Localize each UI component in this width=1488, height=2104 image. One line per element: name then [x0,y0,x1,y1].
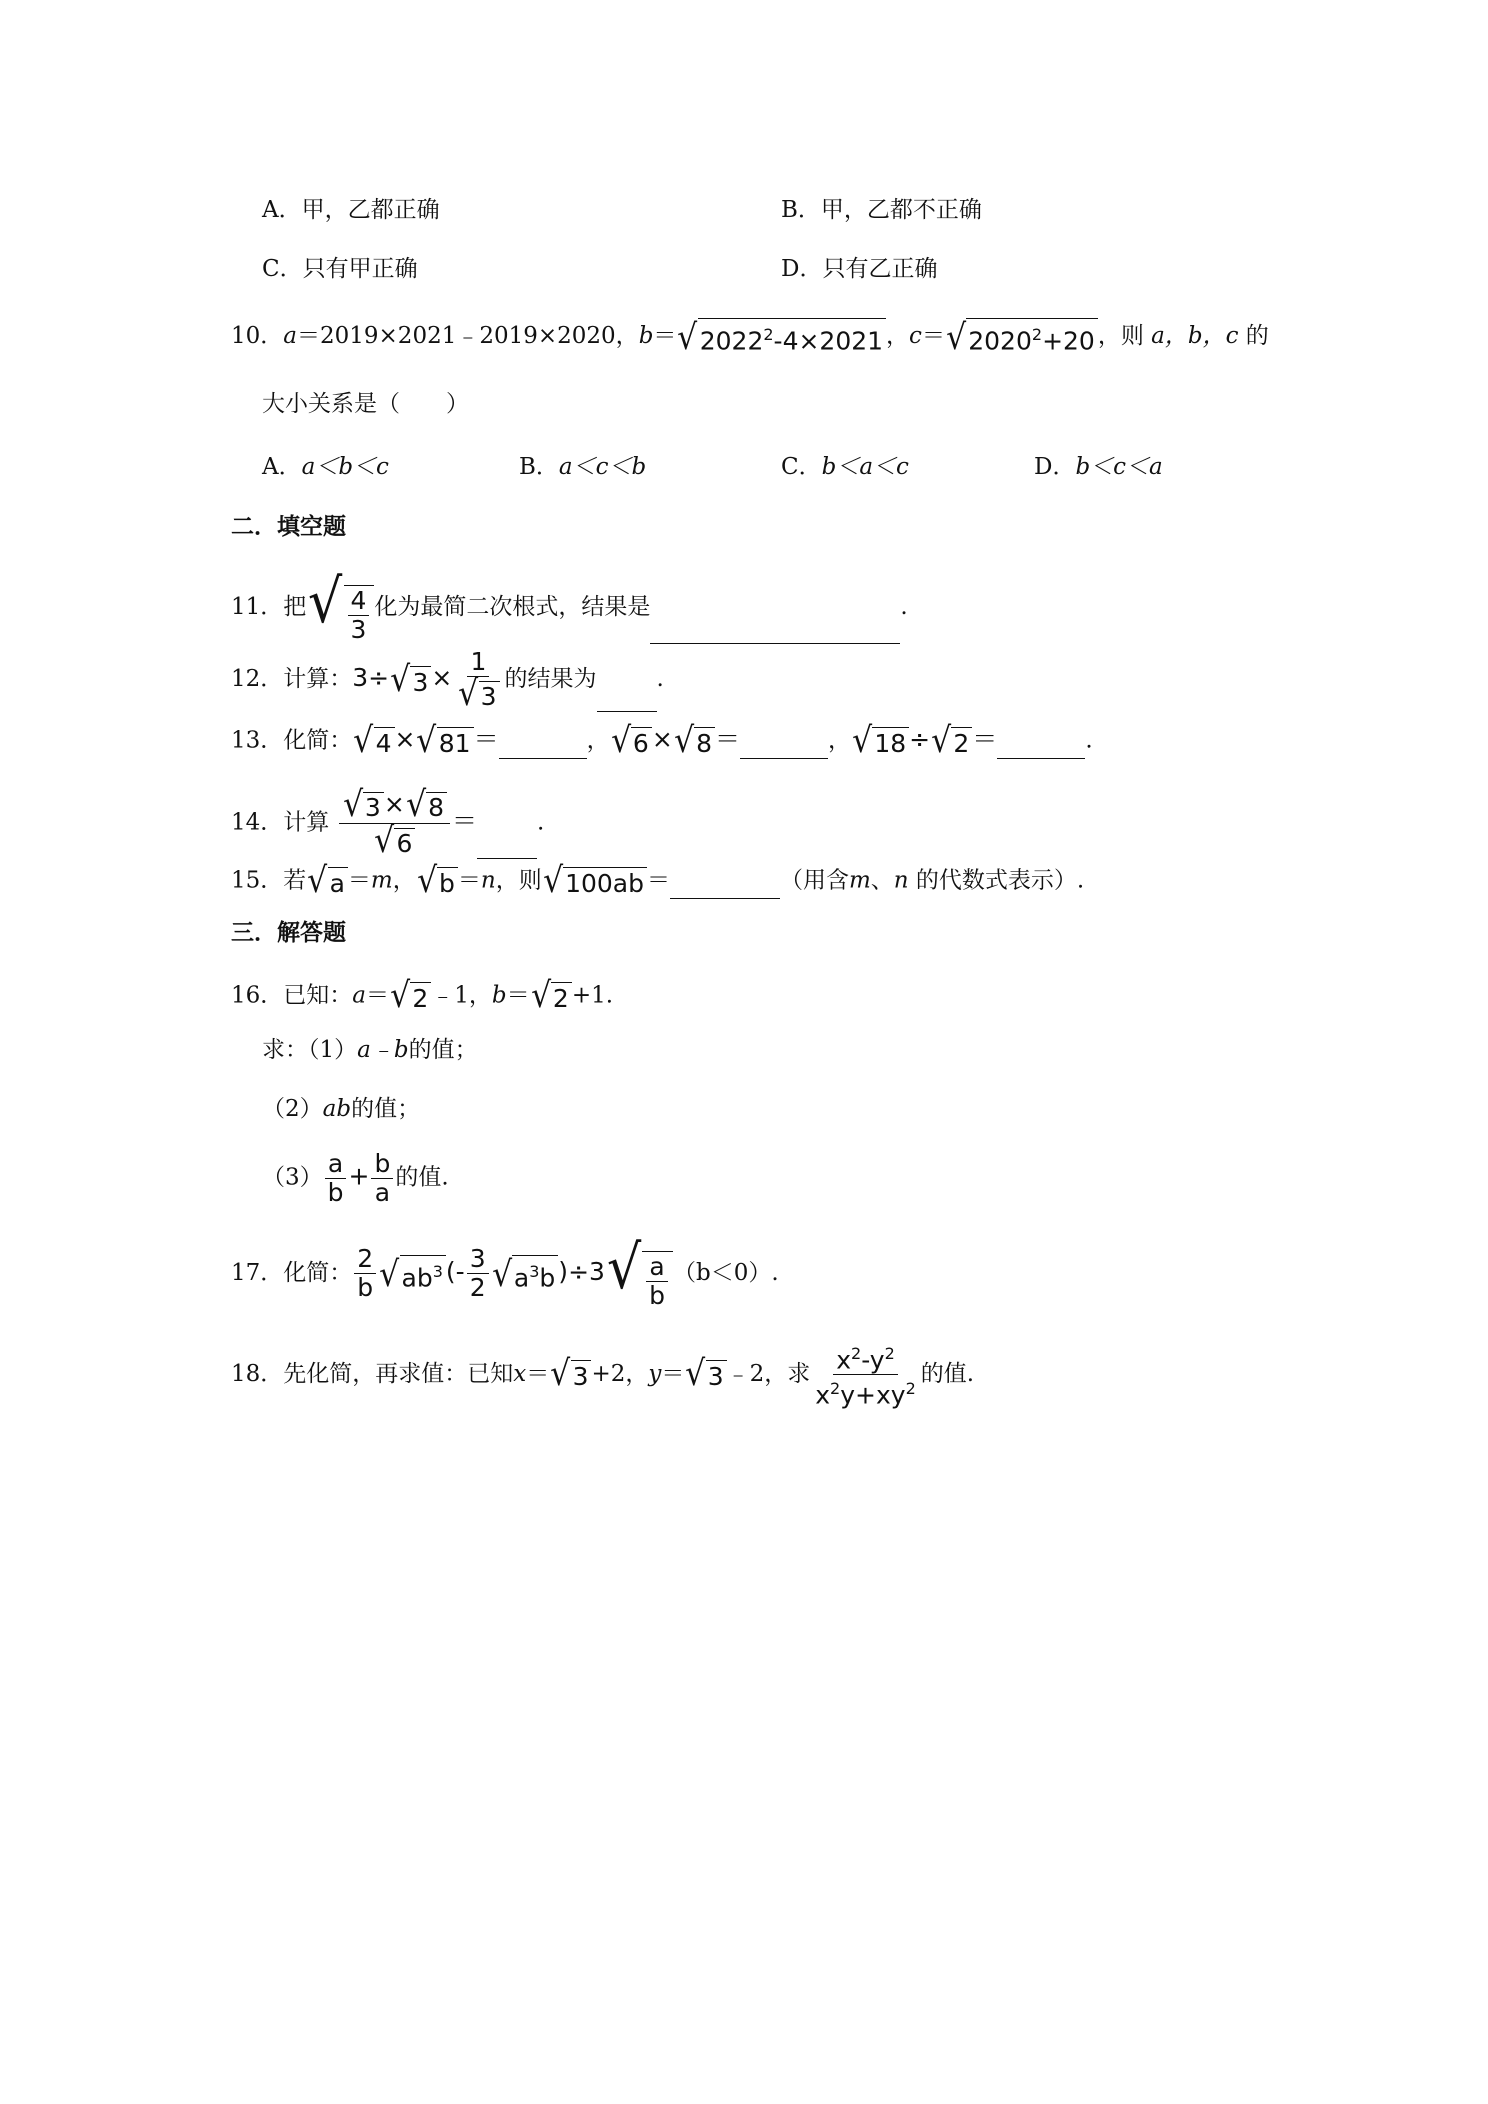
period: . [537,809,545,836]
var-b: b [491,982,507,1009]
radicand: 2 [951,727,972,759]
period: . [900,593,908,620]
section-answer-heading: 三．解答题 [231,919,346,946]
q12-number: 12．计算： [231,666,353,692]
q10-tail2: 的 [1245,323,1269,350]
radicand: 6 [631,727,652,759]
exponent: 2 [905,1379,916,1399]
term: x [836,1345,852,1375]
radicand: a [328,867,348,899]
radicand-rest: +20 [1042,326,1095,356]
part-expr: ab [322,1096,352,1122]
q18-number: 18．先化简，再求值：已知 [231,1360,514,1387]
equals: ＝ [921,323,945,350]
sqrt-100ab: √100ab [542,864,647,899]
q10-tail: ，则 [1097,323,1144,350]
left-paren: ( [445,1256,456,1286]
equals: ＝ [347,867,371,894]
note-mid: 、 [870,867,894,894]
numerator: a [646,1253,667,1282]
divide: ÷ [568,1256,590,1286]
plus-one: +1. [571,982,614,1009]
sqrt-2: √2 [389,979,431,1014]
sqrt-4: √4 [352,724,394,759]
denominator: b [327,1178,344,1207]
q9-option-d: D．只有乙正确 [781,256,938,282]
option-label: C． [781,454,822,480]
right-paren: ) [558,1256,569,1286]
sqrt-c: $√2020^2+20$ [945,318,1098,356]
minus-one: ﹣1， [431,982,492,1009]
part-label: （3） [262,1164,323,1191]
q10-line2: 大小关系是（ ） [262,391,469,417]
sqrt-ab3: $√ab^3$ [378,1255,446,1293]
radicand: 3 [363,792,384,822]
part-expr: a﹣b [357,1037,409,1063]
radicand: a [513,1262,530,1292]
var-c: c [909,323,922,350]
sqrt-b: $√2022^2-4\times 2021$ [676,318,886,356]
option-label: A． [262,454,302,480]
option-label: B． [519,454,559,480]
question-14 [231,785,545,861]
minus: - [455,1256,465,1286]
sqrt-b: √b [416,864,458,899]
var-x: x [513,1360,527,1387]
option-text: b＜a＜c [821,454,909,480]
var-a: a [283,323,297,350]
equals: ＝ [451,806,477,836]
question-12 [231,648,664,712]
fraction-2-b [354,1245,376,1302]
plus-two: +2， [591,1360,649,1387]
comma: ， [586,727,610,754]
option-text: b＜c＜a [1075,454,1163,480]
question-18 [231,1340,974,1410]
radicand: 2022 [699,326,764,356]
q13-number: 13．化简： [231,727,353,754]
part-text: 的值； [408,1037,478,1063]
fraction: $\frac{√3 \times√8}{√6}$ [339,788,450,859]
equals: ＝ [661,1360,685,1387]
answer-blank-1[interactable] [499,736,587,759]
question-11 [231,567,908,644]
radicand: 3 [706,1360,727,1392]
expr: 3÷ [352,663,390,692]
exponent: 2 [830,1379,841,1399]
question-10 [231,318,1269,359]
q17-number: 17．化简： [231,1259,353,1286]
term: y+xy [840,1380,906,1410]
answer-blank[interactable] [597,689,657,712]
exponent: 2 [851,1344,862,1363]
numerator: b [371,1150,393,1179]
q9-option-b: B．甲，乙都不正确 [781,197,982,223]
fraction-b-a [371,1150,393,1207]
var-m: m [370,867,393,894]
radicand: 81 [437,727,474,759]
numerator: 2 [354,1245,376,1274]
var-n: n [480,867,496,894]
comma: ， [886,323,910,350]
answer-blank-2[interactable] [740,736,828,759]
fraction-a-b [325,1150,347,1207]
q16-part3 [262,1150,449,1207]
exponent: 2 [884,1344,895,1363]
sqrt-a: √a [306,864,348,899]
comma: ， [828,727,851,754]
times: × [394,724,416,754]
equals: ＝ [457,867,481,894]
equals: ＝ [526,1360,550,1387]
exponent: 3 [529,1261,540,1281]
then: ，则 [495,867,542,894]
minus-two: ﹣2，求 [726,1360,811,1387]
option-label: D． [1034,454,1076,480]
question-16 [231,976,614,1016]
equals: ＝ [714,724,740,754]
equals: ＝ [653,323,677,350]
numerator: 3 [467,1245,489,1274]
plus: + [348,1161,370,1191]
q9-option-a: A．甲，乙都正确 [262,197,440,223]
question-15 [231,861,1085,901]
numerator: a [325,1150,346,1179]
q14-number: 14．计算 [231,809,330,836]
divide: ÷ [909,724,931,754]
exponent: 2 [763,325,774,344]
radicand: 2020 [968,326,1032,356]
q10-vars: a，b，c [1151,323,1239,350]
q10-option-a [262,452,389,482]
sqrt-a3b: $√a^3b$ [491,1255,559,1293]
sqrt-81: √81 [415,724,473,759]
term: -y [861,1345,885,1375]
numerator: 4 [348,587,370,616]
fraction-3-2 [467,1245,489,1302]
q11-text: 化为最简二次根式，结果是 [374,593,651,620]
option-text: a＜b＜c [301,454,389,480]
part-text: 的值. [395,1164,449,1191]
radicand: 2 [410,982,431,1014]
denominator: 2 [469,1273,486,1303]
equals: ＝ [473,724,499,754]
denominator-radicand: 3 [479,681,500,711]
denominator: b [649,1280,666,1310]
sqrt-18: √18 [851,724,909,759]
var-m: m [848,867,871,894]
answer-blank[interactable] [650,621,900,644]
radicand: 2 [551,982,572,1014]
radicand: 100ab [563,867,647,899]
q16-number: 16．已知： [231,982,353,1009]
radicand: 18 [872,727,909,759]
question-13 [231,721,1093,761]
answer-blank[interactable] [670,876,780,899]
coefficient: 3 [589,1256,605,1286]
radicand: 6 [394,828,415,858]
equals: ＝ [366,982,389,1009]
part-label: 求：（1） [262,1037,358,1063]
q16-part2 [262,1094,420,1124]
note-post: 的代数式表示）. [915,867,1085,894]
times: × [431,663,453,692]
sqrt-3: √3 [684,1357,726,1392]
q18-tail: 的值. [920,1360,975,1387]
comma: ， [392,867,416,894]
equals: ＝ [506,982,530,1009]
term: x [815,1380,831,1410]
var-y: y [648,1360,662,1387]
q11-number: 11．把 [231,593,307,620]
fraction-expression [812,1340,919,1410]
section-fill-in-heading: 二．填空题 [231,513,346,540]
radicand: 3 [410,666,431,698]
radicand: ab [401,1262,433,1292]
radicand: b [437,867,458,899]
numerator: 1 [467,648,489,677]
times: × [651,724,673,754]
sqrt-2: √2 [930,724,972,759]
radicand: 4 [374,727,395,759]
sqrt-a-over-b: √ $\frac{a}{b}$ [605,1238,673,1310]
q10-option-c [781,452,909,482]
q15-number: 15．若 [231,867,307,894]
part-label: （2） [262,1096,323,1122]
denominator: b [357,1273,374,1303]
radicand: 3 [571,1360,592,1392]
denominator: 3 [350,614,367,644]
var-b: b [638,323,654,350]
equals: ＝ [972,724,998,754]
times: × [383,789,405,819]
answer-blank-3[interactable] [997,736,1085,759]
radicand-rest: -4×2021 [773,326,884,356]
q12-text: 的结果为 [504,666,597,692]
sqrt-8: √8 [673,724,715,759]
condition: （b＜0）. [673,1259,779,1286]
radicand: 8 [694,727,715,759]
exponent: 2 [1031,325,1043,344]
question-17 [231,1233,779,1310]
radicand-rest: b [539,1262,556,1292]
period: . [1085,727,1093,754]
period: . [656,666,664,692]
equals: ＝ [646,867,670,894]
radicand: 8 [426,792,447,822]
sqrt-frac: √ $\frac{4}{3}$ [306,572,374,644]
q16-part1 [262,1035,478,1065]
q10-a-expr: ＝2019×2021﹣2019×2020， [297,323,639,350]
denominator: a [374,1178,391,1207]
sqrt-3: √3 [549,1357,591,1392]
var-a: a [352,982,366,1009]
sqrt-6: √6 [610,724,652,759]
note-pre: （用含 [779,867,849,894]
exponent: 3 [432,1261,443,1281]
var-n: n [893,867,909,894]
answer-blank[interactable] [477,836,537,859]
sqrt-3: √3 [389,663,431,698]
q10-number: 10． [231,323,284,350]
q10-option-b [519,452,646,482]
part-text: 的值； [351,1096,421,1122]
fraction: $\frac{1}{√3}$ [454,648,502,712]
q9-option-c: C．只有甲正确 [262,256,418,282]
sqrt-2: √2 [530,979,572,1014]
option-text: a＜c＜b [558,454,647,480]
q10-option-d [1034,452,1163,482]
